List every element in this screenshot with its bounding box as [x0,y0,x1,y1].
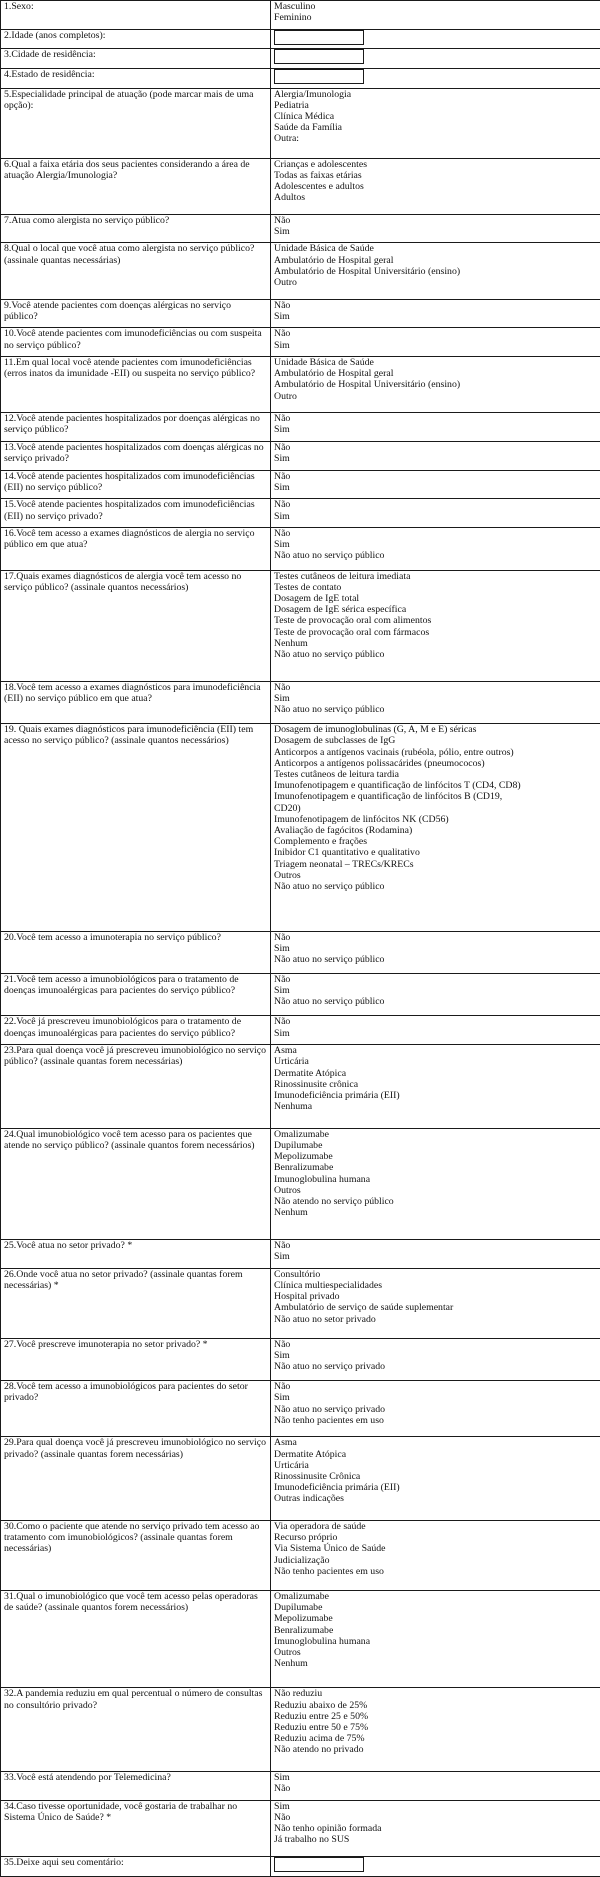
answer-option[interactable]: Não [274,214,291,226]
answer-option[interactable]: Sim [274,310,290,322]
answer-option[interactable]: Reduziu acima de 75% [274,1733,365,1745]
answer-option[interactable]: Não atuo no serviço público [274,996,385,1008]
question-text: 31.Qual o imunobiológico que você tem acesso pelas operadoras de saúde? (assinale quantos forem necessários) [1,1591,271,1688]
answer-option[interactable]: Não atuo no serviço público [274,953,385,965]
answer-cell [271,158,600,214]
question-row [1,214,600,243]
answer-option[interactable]: Não [274,1783,291,1795]
answer-option[interactable]: Não [274,1812,291,1824]
answer-option[interactable]: Não atuo no serviço privado [274,1403,385,1415]
question-row [1,1688,600,1772]
question-row [1,328,600,357]
answer-cell [271,974,600,1016]
answer-option[interactable]: Unidade Básica de Saúde [274,357,374,369]
answer-option[interactable]: Benralizumabe [274,1162,334,1174]
question-text: 35.Deixe aqui seu comentário: [1,1857,271,1877]
answer-option[interactable]: Não atuo no serviço público [274,881,385,892]
answer-option[interactable]: Imunofenotipagem e quantificação de linfócitos T (CD4, CD8) [274,780,521,792]
answer-option[interactable]: Não atuo no serviço público [274,704,385,716]
answer-option[interactable]: Adolescentes e adultos [274,180,364,192]
question-text: 6.Qual a faixa etária dos seus pacientes considerando a área de atuação Alergia/Imunologia? [1,158,271,214]
answer-option[interactable]: Ambulatório de serviço de saúde suplementar [274,1302,454,1314]
question-text: 16.Você tem acesso a exames diagnósticos de alergia no serviço público em que atua? [1,528,271,570]
answer-cell [271,1688,600,1772]
answer-option[interactable]: Pediatria [274,99,309,111]
answer-option[interactable]: Sim [274,1772,290,1784]
answer-option[interactable]: Nenhuma [274,1101,313,1113]
answer-cell [271,88,600,158]
answer-option[interactable]: Asma [274,1045,297,1057]
answer-cell [271,1591,600,1688]
answer-option[interactable]: Clínica Médica [274,110,335,122]
answer-option[interactable]: Sim [274,510,290,522]
question-row [1,357,600,413]
question-row [1,724,600,931]
answer-option[interactable]: Avaliação de fagócitos (Rodamina) [274,824,413,836]
answer-option[interactable]: Imunofenotipagem de linfócitos NK (CD56) [274,813,449,825]
answer-option[interactable]: Testes cutâneos de leitura imediata [274,570,411,582]
answer-option[interactable]: Triagem neonatal – TRECs/KRECs [274,858,414,870]
answer-option[interactable]: Sim [274,985,290,997]
answer-option[interactable]: Outros [274,1647,301,1659]
question-row [1,68,600,88]
answer-option[interactable]: Masculino [274,1,316,12]
answer-option[interactable]: Dosagem de IgE total [274,592,360,604]
question-text: 24.Qual imunobiológico você tem acesso para os pacientes que atende no serviço público? (assinale quantos forem necessários) [1,1128,271,1239]
question-text: 22.Você já prescreveu imunobiológicos para o tratamento de doenças imunoalérgicas para pacientes do serviço público? [1,1016,271,1045]
question-text: 14.Você atende pacientes hospitalizados com imunodeficiências (EII) no serviço público? [1,470,271,499]
answer-option[interactable]: Não [274,1016,291,1028]
answer-option[interactable]: Testes cutâneos de leitura tardia [274,768,399,780]
answer-cell [271,1772,600,1801]
answer-option[interactable]: Sim [274,942,290,954]
question-row [1,1,600,30]
answer-cell [271,528,600,570]
answer-option[interactable]: Dosagem de subclasses de IgG [274,735,396,747]
answer-option[interactable]: Não [274,499,291,511]
answer-option[interactable]: Teste de provocação oral com alimentos [274,615,432,627]
answer-option[interactable]: Rinossinusite crônica [274,1078,359,1090]
question-row [1,88,600,158]
answer-option[interactable]: Rinossinusite Crônica [274,1470,361,1482]
answer-option[interactable]: Saúde da Família [274,122,343,134]
answer-option[interactable]: Sim [274,1251,290,1263]
question-row [1,570,600,681]
answer-option[interactable]: Outras indicações [274,1493,344,1505]
answer-option[interactable]: Reduziu entre 50 e 75% [274,1722,369,1734]
answer-option[interactable]: Complemento e frações [274,836,368,848]
answer-option[interactable]: Outra: [274,133,300,145]
answer-option[interactable]: Ambulatório de Hospital Universitário (ensino) [274,379,461,391]
answer-option[interactable]: Omalizumabe [274,1591,329,1602]
answer-option[interactable]: Não [274,328,291,340]
answer-option[interactable]: Judicialização [274,1554,330,1566]
answer-option[interactable]: Dosagem de IgE sérica específica [274,604,407,616]
question-text: 21.Você tem acesso a imunobiológicos para o tratamento de doenças imunoalérgicas para pacientes do serviço público? [1,974,271,1016]
answer-cell [271,441,600,470]
answer-option[interactable]: Dermatite Atópica [274,1448,347,1460]
answer-option[interactable]: Não [274,413,291,425]
answer-option[interactable]: Não [274,681,291,693]
answer-cell [271,470,600,499]
question-text: 20.Você tem acesso a imunoterapia no serviço público? [1,931,271,973]
answer-option[interactable]: Crianças e adolescentes [274,158,368,170]
answer-option[interactable]: Sim [274,539,290,551]
answer-option[interactable]: Não tenho pacientes em uso [274,1565,384,1577]
question-row [1,1800,600,1856]
answer-option[interactable]: Consultório [274,1268,321,1280]
question-row [1,49,600,69]
answer-option[interactable]: Outros [274,869,301,881]
answer-option[interactable]: Anticorpos a antígenos vacinais (rubéola, pólio, entre outros) [274,746,514,758]
answer-option[interactable]: Nenhum [274,1207,308,1219]
answer-option[interactable]: Feminino [274,12,312,24]
answer-option[interactable]: Mepolizumabe [274,1613,333,1625]
question-text: 32.A pandemia reduziu em qual percentual o número de consultas no consultório privado? [1,1688,271,1772]
answer-option[interactable]: Não atendo no privado [274,1744,364,1756]
answer-option[interactable]: Urticária [274,1056,309,1068]
answer-option[interactable]: Não [274,528,291,540]
question-text: 23.Para qual doença você já prescreveu imunobiológico no serviço público? (assinale quantas forem necessárias) [1,1045,271,1129]
question-row [1,243,600,299]
answer-option[interactable]: CD20) [274,802,301,814]
answer-option[interactable]: Nenhum [274,1658,308,1670]
question-text: 25.Você atua no setor privado? * [1,1240,271,1269]
answer-cell [271,1800,600,1856]
answer-option[interactable]: Sim [274,225,290,237]
answer-option[interactable]: Sim [274,692,290,704]
answer-cell [271,1437,600,1521]
answer-option[interactable]: Via operadora de saúde [274,1521,366,1533]
answer-option[interactable]: Não reduziu [274,1688,323,1700]
question-text: 1.Sexo: [1,1,271,30]
question-row [1,931,600,973]
answer-option[interactable]: Não atuo no serviço público [274,648,385,660]
answer-option[interactable]: Sim [274,339,290,351]
answer-option[interactable]: Unidade Básica de Saúde [274,243,374,255]
answer-cell [271,931,600,973]
answer-option[interactable]: Anticorpos a antígenos polissacárides (pneumococos) [274,757,485,769]
answer-option[interactable]: Dermatite Atópica [274,1067,347,1079]
answer-option[interactable]: Não atendo no serviço público [274,1196,394,1208]
answer-option[interactable]: Via Sistema Único de Saúde [274,1543,386,1555]
question-row [1,1437,600,1521]
question-row [1,470,600,499]
answer-option[interactable]: Benralizumabe [274,1624,334,1636]
question-text: 2.Idade (anos completos): [1,29,271,49]
answer-cell [271,243,600,299]
question-text: 33.Você está atendendo por Telemedicina? [1,1772,271,1801]
answer-option[interactable]: Dosagem de imunoglobulinas (G, A, M e E) séricas [274,724,477,736]
answer-cell [271,357,600,413]
answer-option[interactable]: Não [274,1240,291,1252]
question-row [1,1016,600,1045]
question-text: 10.Você atende pacientes com imunodeficiências ou com suspeita no serviço público? [1,328,271,357]
question-row [1,29,600,49]
answer-option[interactable]: Reduziu entre 25 e 50% [274,1710,369,1722]
answer-option[interactable]: Adultos [274,192,306,204]
answer-option[interactable]: Não [274,1381,291,1393]
question-text: 7.Atua como alergista no serviço público? [1,214,271,243]
answer-cell [271,299,600,328]
answer-option[interactable]: Não tenho opinião formada [274,1823,382,1835]
question-row [1,499,600,528]
answer-option[interactable]: Não tenho pacientes em uso [274,1414,384,1426]
answer-cell [271,413,600,442]
answer-option[interactable]: Não [274,470,291,482]
answer-option[interactable]: Não [274,299,291,311]
answer-cell [271,1016,600,1045]
question-row [1,528,600,570]
question-text: 27.Você prescreve imunoterapia no setor privado? * [1,1338,271,1380]
question-text: 11.Em qual local você atende pacientes com imunodeficiências (erros inatos da imunidade -EII) ou suspeita no serviço público? [1,357,271,413]
answer-option[interactable]: Sim [274,453,290,465]
answer-option[interactable]: Nenhum [274,637,308,649]
answer-option[interactable]: Imunofenotipagem e quantificação de linfócitos B (CD19, [274,791,503,803]
question-row [1,1045,600,1129]
answer-option[interactable]: Imunoglobulina humana [274,1635,371,1647]
answer-option[interactable]: Não atuo no serviço privado [274,1361,385,1373]
answer-cell [271,1338,600,1380]
answer-cell [271,1240,600,1269]
question-row [1,1338,600,1380]
question-row [1,441,600,470]
answer-option[interactable]: Dupilumabe [274,1140,323,1152]
answer-input-box[interactable] [274,69,364,84]
answer-option[interactable]: Sim [274,481,290,493]
answer-option[interactable]: Clínica multiespecialidades [274,1279,383,1291]
answer-option[interactable]: Não atuo no setor privado [274,1313,376,1325]
question-row [1,158,600,214]
question-text: 3.Cidade de residência: [1,49,271,69]
question-text: 30.Como o paciente que atende no serviço privado tem acesso ao tratamento com imunobiológicos? (assinale quantas forem necessárias) [1,1521,271,1591]
question-row [1,974,600,1016]
answer-cell [271,724,600,931]
answer-cell [271,1521,600,1591]
question-text: 34.Caso tivesse oportunidade, você gostaria de trabalhar no Sistema Único de Saúde? * [1,1800,271,1856]
question-row [1,299,600,328]
answer-option[interactable]: Não [274,974,291,986]
question-row [1,1381,600,1437]
answer-option[interactable]: Não atuo no serviço público [274,550,385,562]
answer-option[interactable]: Imunoglobulina humana [274,1173,371,1185]
question-row [1,413,600,442]
question-text: 12.Você atende pacientes hospitalizados por doenças alérgicas no serviço público? [1,413,271,442]
answer-option[interactable]: Outro [274,277,297,289]
answer-option[interactable]: Sim [274,1392,290,1404]
answer-option[interactable]: Alergia/Imunologia [274,88,352,100]
question-text: 26.Onde você atua no setor privado? (assinale quantas forem necessárias) * [1,1268,271,1338]
answer-option[interactable]: Não [274,1338,291,1350]
answer-option[interactable]: Ambulatório de Hospital Universitário (ensino) [274,265,461,277]
answer-cell [271,1857,600,1877]
answer-cell [271,681,600,723]
answer-option[interactable]: Sim [274,1349,290,1361]
question-text: 28.Você tem acesso a imunobiológicos para pacientes do setor privado? [1,1381,271,1437]
answer-option[interactable]: Outros [274,1184,301,1196]
answer-cell [271,214,600,243]
answer-option[interactable]: Urticária [274,1459,309,1471]
answer-input-box[interactable] [274,49,364,64]
question-row [1,1521,600,1591]
answer-option[interactable]: Já trabalho no SUS [274,1834,350,1846]
question-text: 8.Qual o local que você atua como alergista no serviço público? (assinale quantas necessárias) [1,243,271,299]
question-row [1,681,600,723]
question-row [1,1128,600,1239]
answer-input-box[interactable] [274,30,364,45]
answer-input-box[interactable] [274,1857,364,1872]
answer-cell [271,328,600,357]
question-text: 17.Quais exames diagnósticos de alergia você tem acesso no serviço público? (assinale quantos necessários) [1,570,271,681]
question-row [1,1772,600,1801]
answer-option[interactable]: Imunodeficiência primária (EII) [274,1482,400,1494]
question-text: 4.Estado de residência: [1,68,271,88]
answer-option[interactable]: Todas as faixas etárias [274,169,362,181]
answer-option[interactable]: Sim [274,1800,290,1812]
answer-option[interactable]: Teste de provocação oral com fármacos [274,626,430,638]
answer-cell [271,1,600,30]
answer-option[interactable]: Ambulatório de Hospital geral [274,254,394,266]
answer-option[interactable]: Recurso próprio [274,1532,338,1544]
answer-option[interactable]: Ambulatório de Hospital geral [274,368,394,380]
answer-option[interactable]: Imunodeficiência primária (EII) [274,1089,400,1101]
answer-cell [271,29,600,49]
question-row [1,1240,600,1269]
question-text: 19. Quais exames diagnósticos para imunodeficiência (EII) tem acesso no serviço público? (assinale quantos necessários) [1,724,271,931]
answer-cell [271,1381,600,1437]
question-text: 9.Você atende pacientes com doenças alérgicas no serviço público? [1,299,271,328]
question-text: 29.Para qual doença você já prescreveu imunobiológico no serviço privado? (assinale quantas forem necessárias) [1,1437,271,1521]
answer-option[interactable]: Não [274,441,291,453]
answer-cell [271,49,600,69]
answer-option[interactable]: Mepolizumabe [274,1151,333,1163]
answer-cell [271,499,600,528]
answer-option[interactable]: Hospital privado [274,1291,340,1303]
question-text: 13.Você atende pacientes hospitalizados com doenças alérgicas no serviço privado? [1,441,271,470]
question-text: 15.Você atende pacientes hospitalizados com imunodeficiências (EII) no serviço privado? [1,499,271,528]
answer-option[interactable]: Asma [274,1437,297,1449]
answer-cell [271,1268,600,1338]
answer-option[interactable]: Inibidor C1 quantitativo e qualitativo [274,847,420,859]
answer-option[interactable]: Não [274,931,291,943]
answer-option[interactable]: Reduziu abaixo de 25% [274,1699,368,1711]
answer-cell [271,1128,600,1239]
answer-option[interactable]: Sim [274,424,290,436]
answer-cell [271,1045,600,1129]
question-text: 5.Especialidade principal de atuação (pode marcar mais de uma opção): [1,88,271,158]
question-text: 18.Você tem acesso a exames diagnósticos para imunodeficiência (EII) no serviço público em que atua? [1,681,271,723]
question-row [1,1591,600,1688]
answer-option[interactable]: Outro [274,390,297,402]
answer-cell [271,68,600,88]
question-row [1,1857,600,1877]
question-row [1,1268,600,1338]
answer-option[interactable]: Sim [274,1027,290,1039]
answer-option[interactable]: Dupilumabe [274,1602,323,1614]
answer-option[interactable]: Testes de contato [274,581,342,593]
answer-cell [271,570,600,681]
answer-option[interactable]: Omalizumabe [274,1128,329,1140]
